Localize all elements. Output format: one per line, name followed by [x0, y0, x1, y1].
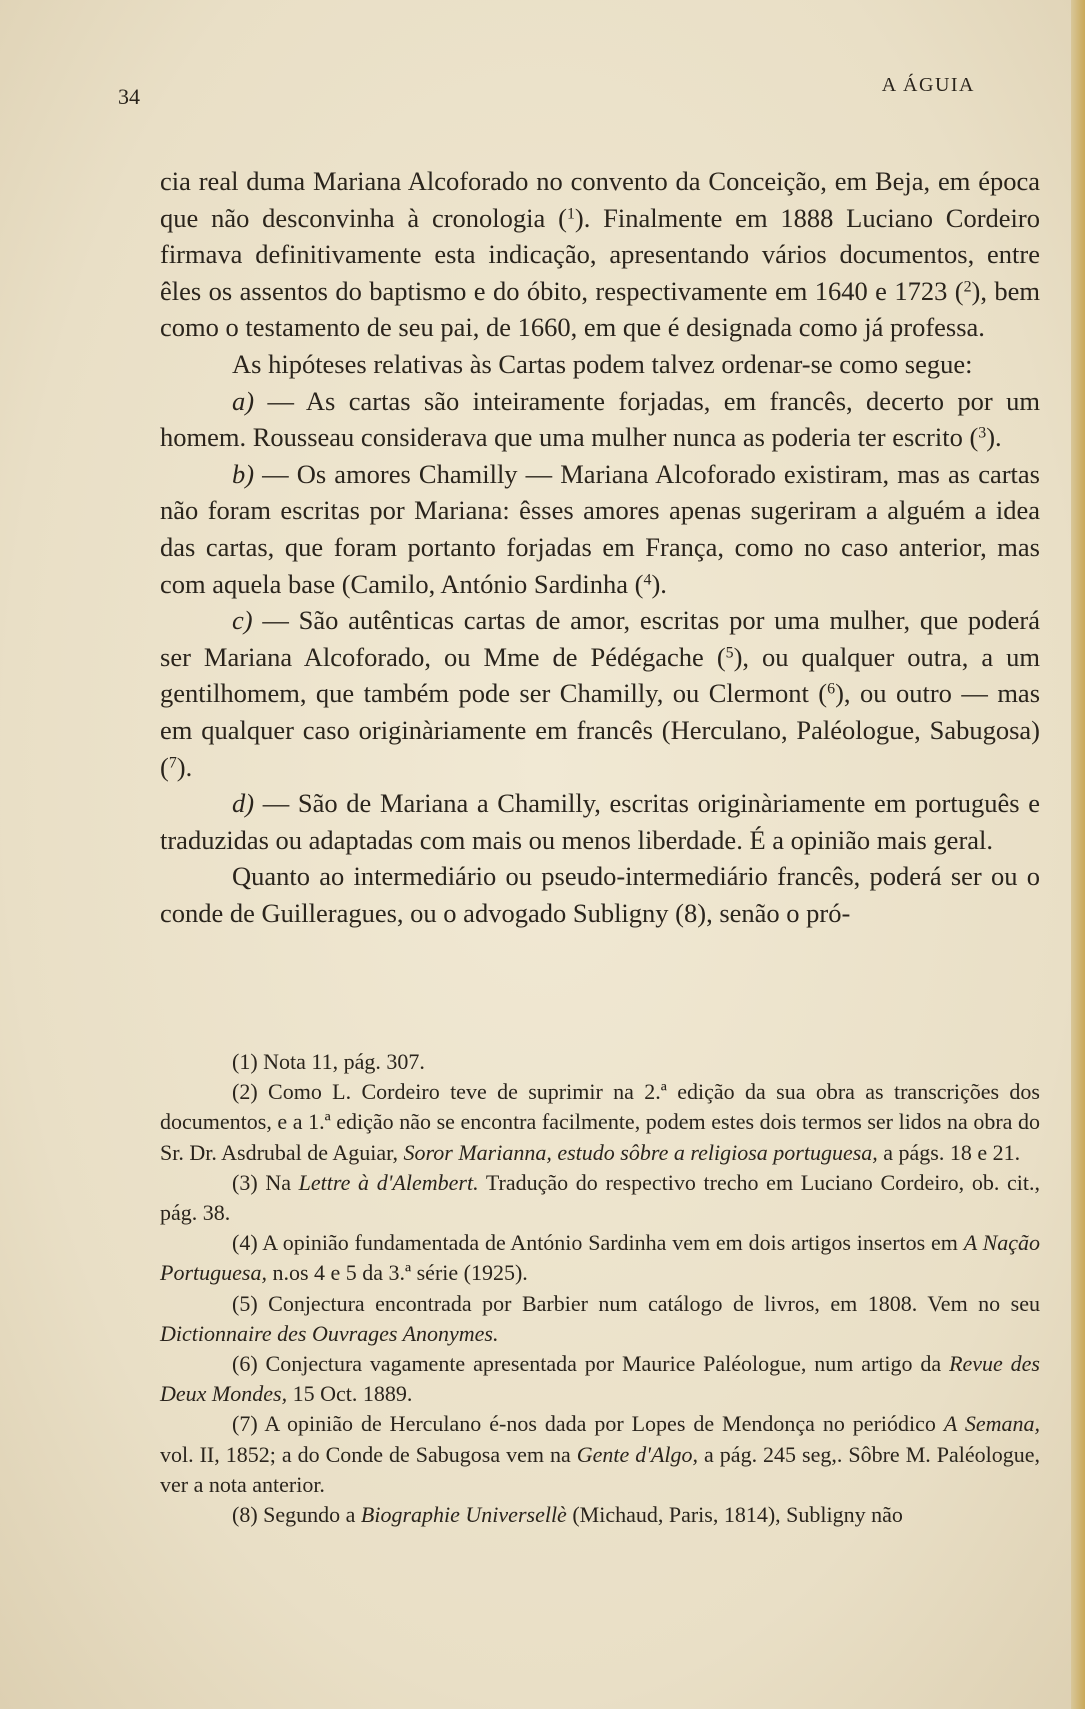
footnote-mark: (2)	[232, 1079, 258, 1105]
hypothesis-d: d) — São de Mariana a Chamilly, escritas originàriamente em português e traduzidas ou adaptadas com mais ou menos liberdade. É a opinião mais geral.	[160, 788, 1040, 855]
footnote-ref: 3	[978, 424, 987, 442]
item-label: d)	[232, 788, 255, 819]
footnote-mark: (7)	[232, 1411, 258, 1437]
page-header	[118, 70, 975, 110]
footnotes	[160, 1047, 1040, 1530]
footnote-ref: 4	[643, 570, 652, 588]
hypothesis-a: a) — As cartas são inteiramente forjadas, em francês, decerto por um homem. Rousseau considerava que uma mulher nunca as poderia ter escrito ($^3$).	[160, 385, 1040, 453]
footnote-ref: 1	[566, 204, 575, 222]
footnote-mark: (5)	[232, 1290, 258, 1316]
item-label: c)	[232, 605, 253, 636]
item-label: a)	[232, 385, 255, 416]
paragraph-2: As hipóteses relativas às Cartas podem talvez ordenar-se como segue:	[232, 348, 973, 379]
footnote-4: (4) A opinião fundamentada de António Sardinha vem em dois artigos insertos em A Nação Portuguesa, n.os 4 e 5 da 3.ª série (1925).	[160, 1230, 1041, 1286]
footnote-ref: 8	[684, 897, 698, 928]
footnote-mark: (6)	[232, 1351, 258, 1377]
footnote-7: (7) A opinião de Herculano é-nos dada por Lopes de Mendonça no periódico A Semana, vol. II, 1852; a do Conde de Sabugosa vem na Gente d'Algo, a pág. 245 seg,. Sôbre M. Paléologue, ver a nota anterior.	[160, 1411, 1041, 1497]
footnote-ref: 6	[827, 680, 836, 698]
page-edge	[1071, 0, 1085, 1709]
footnote-ref: 2	[963, 278, 972, 296]
footnote-mark: (1)	[232, 1049, 258, 1074]
footnote-ref: 5	[725, 643, 734, 661]
item-label: b)	[232, 458, 255, 489]
page-number: 34	[118, 84, 140, 109]
footnote-mark: (4)	[232, 1230, 258, 1256]
paragraph-3: Quanto ao intermediário ou pseudo-intermediário francês, poderá ser ou o conde de Guilleragues, ou o advogado Subligny (8), senão o pró-	[160, 861, 1040, 928]
footnote-ref: 7	[168, 753, 177, 771]
footnote-mark: (8)	[232, 1502, 258, 1528]
footnote-5: (5) Conjectura encontrada por Barbier num catálogo de livros, em 1808. Vem no seu Dictionnaire des Ouvrages Anonymes.	[160, 1290, 1040, 1346]
footnote-1: (1) Nota 11, pág. 307.	[232, 1049, 425, 1074]
footnote-6: (6) Conjectura vagamente apresentada por Maurice Paléologue, num artigo da Revue des Deux Mondes, 15 Oct. 1889.	[160, 1351, 1040, 1407]
footnote-3: (3) Na Lettre à d'Alembert. Tradução do respectivo trecho em Luciano Cordeiro, ob. cit., pág. 38.	[160, 1169, 1040, 1226]
footnote-2: (2) Como L. Cordeiro teve de suprimir na 2.ª edição da sua obra as transcrições dos documentos, e a 1.ª edição não se encontra facilmente, podem estes dois termos ser lidos na obra do Sr. Dr. Asdrubal de Aguiar, Soror Marianna, estudo sôbre a religiosa portuguesa, a págs. 18 e 21.	[160, 1079, 1040, 1165]
body-text	[160, 163, 1040, 931]
footnote-mark: (3)	[232, 1169, 258, 1195]
running-head: A ÁGUIA	[881, 74, 975, 96]
hypothesis-c: c) — São autênticas cartas de amor, escritas por uma mulher, que poderá ser Mariana Alcoforado, ou Mme de Pédégache ($^5$), ou qualquer outra, a um gentilhomem, que também pode ser Chamilly, ou Clermont ($^6$), ou outro — mas em qualquer caso originàriamente em francês (Herculano, Paléologue, Sabugosa) ($^7$).	[160, 605, 1041, 782]
hypothesis-b: b) — Os amores Chamilly — Mariana Alcoforado existiram, mas as cartas não foram escritas por Mariana: êsses amores apenas sugeriram a alguém a idea das cartas, que foram portanto forjadas em França, como no caso anterior, mas com aquela base (Camilo, António Sardinha ($^4$).	[160, 458, 1040, 599]
footnote-8: (8) Segundo a Biographie Universellè (Michaud, Paris, 1814), Subligny não	[232, 1502, 903, 1528]
paragraph-1: cia real duma Mariana Alcoforado no convento da Conceição, em Beja, em época que não desconvinha à cronologia ($^1$). Finalmente em 1888 Luciano Cordeiro firmava definitivamente esta indicação, apresentando vários documentos, entre êles os assentos do baptismo e do óbito, respectivamente em 1640 e 1723 ($^2$), bem como o testamento de seu pai, de 1660, em que é designada como já professa.	[160, 166, 1040, 343]
